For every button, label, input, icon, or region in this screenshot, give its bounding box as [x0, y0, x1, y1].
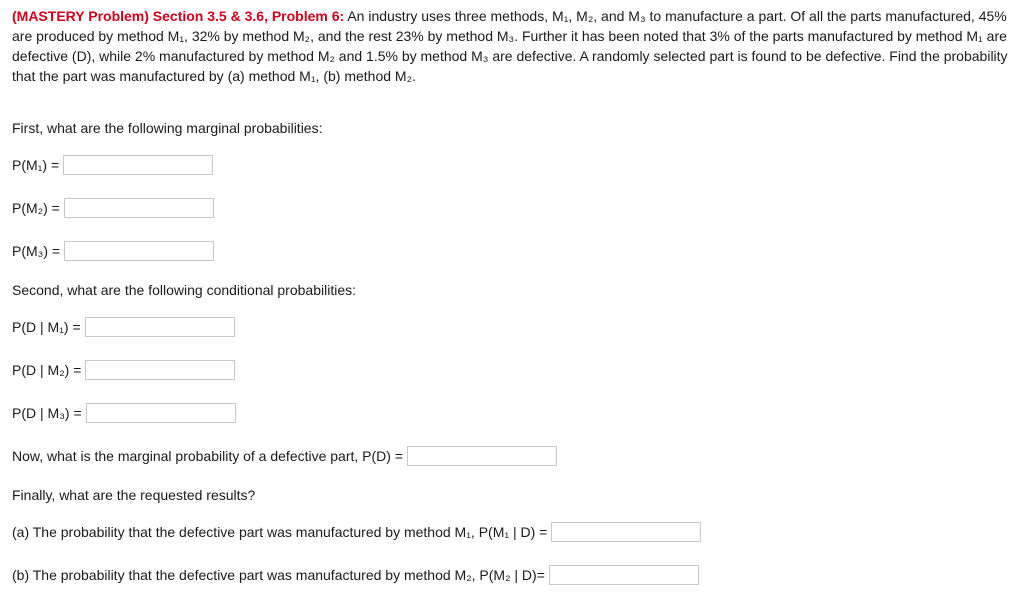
pdm3-input[interactable] — [86, 403, 236, 423]
pm1-row — [12, 153, 213, 177]
conditional-heading: Second, what are the following conditional probabilities: — [12, 282, 356, 298]
result-b-label: (b) The probability that the defective part was manufactured by method M₂, P(M₂ | D)= — [12, 567, 545, 583]
pd-label: Now, what is the marginal probability of a defective part, P(D) = — [12, 448, 404, 464]
pdm1-label: P(D | M₁) = — [12, 319, 81, 335]
problem-statement — [12, 6, 1012, 86]
final-heading-row — [12, 483, 255, 507]
pm3-row — [12, 239, 214, 263]
result-a-label: (a) The probability that the defective part was manufactured by method M₁, P(M₁ | D) = — [12, 524, 548, 540]
final-heading: Finally, what are the requested results? — [12, 487, 256, 503]
pdm1-row — [12, 315, 235, 339]
pd-row — [12, 444, 557, 468]
pdm2-input[interactable] — [85, 360, 235, 380]
problem-title: (MASTERY Problem) Section 3.5 & 3.6, Problem 6: — [12, 8, 345, 24]
pm3-input[interactable] — [64, 241, 214, 261]
pm3-label: P(M₃) = — [12, 243, 61, 259]
pm1-input[interactable] — [63, 155, 213, 175]
pm2-label: P(M₂) = — [12, 200, 60, 216]
pdm3-label: P(D | M₃) = — [12, 405, 82, 421]
pd-input[interactable] — [407, 446, 557, 466]
problem-text: An industry uses three methods, M₁, M₂, and M₃ to manufacture a part. Of all the parts manufactured, 45% are produced by method M₁, 32% by method M₂, and the rest 23% by method M₃. Further it has been noted that 3% of the parts manufactured by method M₁ are defective (D), while 2% manufactured by method M₂ and 1.5% by method M₃ are defective. A randomly selected part is found to be defective. Find the probability that the part was manufactured by (a) method M₁, (b) method M₂. — [12, 8, 1008, 84]
pm1-label: P(M₁) = — [12, 157, 60, 173]
marginal-heading-row — [12, 116, 322, 140]
result-a-row — [12, 520, 701, 544]
pdm1-input[interactable] — [85, 317, 235, 337]
conditional-heading-row — [12, 278, 356, 302]
pm2-row — [12, 196, 214, 220]
marginal-heading: First, what are the following marginal probabilities: — [12, 120, 323, 136]
pdm3-row — [12, 401, 236, 425]
result-a-input[interactable] — [551, 522, 701, 542]
result-b-row — [12, 563, 699, 587]
pdm2-label: P(D | M₂) = — [12, 362, 82, 378]
result-b-input[interactable] — [549, 565, 699, 585]
pdm2-row — [12, 358, 235, 382]
pm2-input[interactable] — [64, 198, 214, 218]
